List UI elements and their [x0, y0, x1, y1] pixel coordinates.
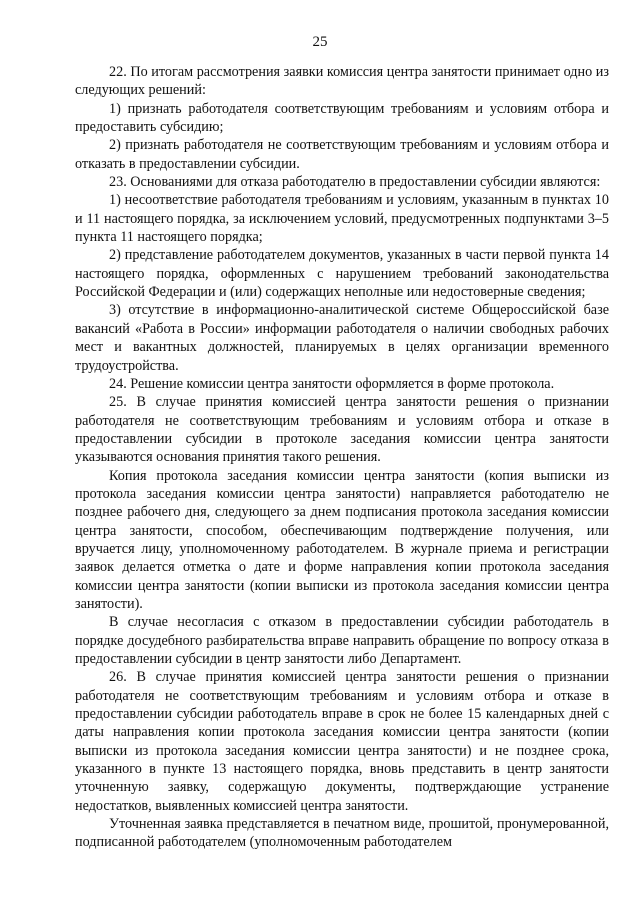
paragraph-22-item-2: 2) признать работодателя не соответствующим требованиям и условиям отбора и отказать в предоставлении субсидии. [75, 137, 609, 172]
paragraph-25-protocol-copy: Копия протокола заседания комиссии центра занятости (копия выписки из протокола заседания комиссии центра занятости) направляется работодателю не позднее рабочего дня, следующего за днем подписания протокола заседания комиссии центра занятости, способом, обеспечивающим подтверждение получения, или вручается лицу, уполномоченному работодателем. В журнале приема и регистрации заявок делается отметка о дате и форме направления копии протокола заседания комиссии центра занятости (копии выписки из протокола заседания комиссии центра занятости). [75, 467, 609, 612]
paragraph-25: 25. В случае принятия комиссией центра занятости решения о признании работодателя не соответствующим требованиям и условиям отбора и отказе в предоставлении субсидии в протоколе заседания комиссии центра занятости указываются основания принятия такого решения. [75, 394, 609, 466]
paragraph-26-refined-application: Уточненная заявка представляется в печатном виде, прошитой, пронумерованной, подписанной работодателем (уполномоченным работодателем [75, 816, 609, 851]
paragraph-22-item-1: 1) признать работодателя соответствующим требованиям и условиям отбора и предоставить субсидию; [75, 100, 609, 136]
paragraph-23-item-1: 1) несоответствие работодателя требованиям и условиям, указанным в пунктах 10 и 11 настоящего порядка, за исключением условий, предусмотренных подпунктами 3–5 пункта 11 настоящего порядка; [75, 192, 609, 246]
paragraph-25-appeal: В случае несогласия с отказом в предоставлении субсидии работодатель в порядке досудебного разбирательства вправе направить обращение по вопросу отказа в предоставлении субсидии в центр занятости либо Департамент. [75, 614, 609, 667]
paragraph-23: 23. Основаниями для отказа работодателю в предоставлении субсидии являются: [109, 174, 601, 191]
paragraph-23-item-3: 3) отсутствие в информационно-аналитической системе Общероссийской базе вакансий «Работа в России» информации работодателя о наличии свободных рабочих мест и вакантных должностей, планируемых в целях организации временного трудоустройства. [75, 302, 609, 374]
paragraph-26: 26. В случае принятия комиссией центра занятости решения о признании работодателя не соответствующим требованиям и условиям отбора и отказе в предоставлении субсидии работодатель вправе в срок не более 15 календарных дней с даты направления копии протокола заседания комиссии центра занятости (копии выписки из протокола заседания комиссии центра занятости) и не позднее срока, указанного в пункте 13 настоящего порядка, вновь представить в центр занятости уточненную заявку, содержащую документы, подтверждающие устранение недостатков, выявленных комиссией центра занятости. [75, 669, 609, 814]
paragraph-23-item-2: 2) представление работодателем документов, указанных в части первой пункта 14 настоящего порядка, оформленных с нарушением требований законодательства Российской Федерации и (или) содержащих неполные или недостоверные сведения; [75, 247, 609, 301]
page-number: 25 [312, 34, 328, 50]
paragraph-22: 22. По итогам рассмотрения заявки комиссия центра занятости принимает одно из следующих решений: [75, 64, 609, 99]
paragraph-24: 24. Решение комиссии центра занятости оформляется в форме протокола. [109, 375, 555, 392]
document-body [75, 63, 609, 852]
